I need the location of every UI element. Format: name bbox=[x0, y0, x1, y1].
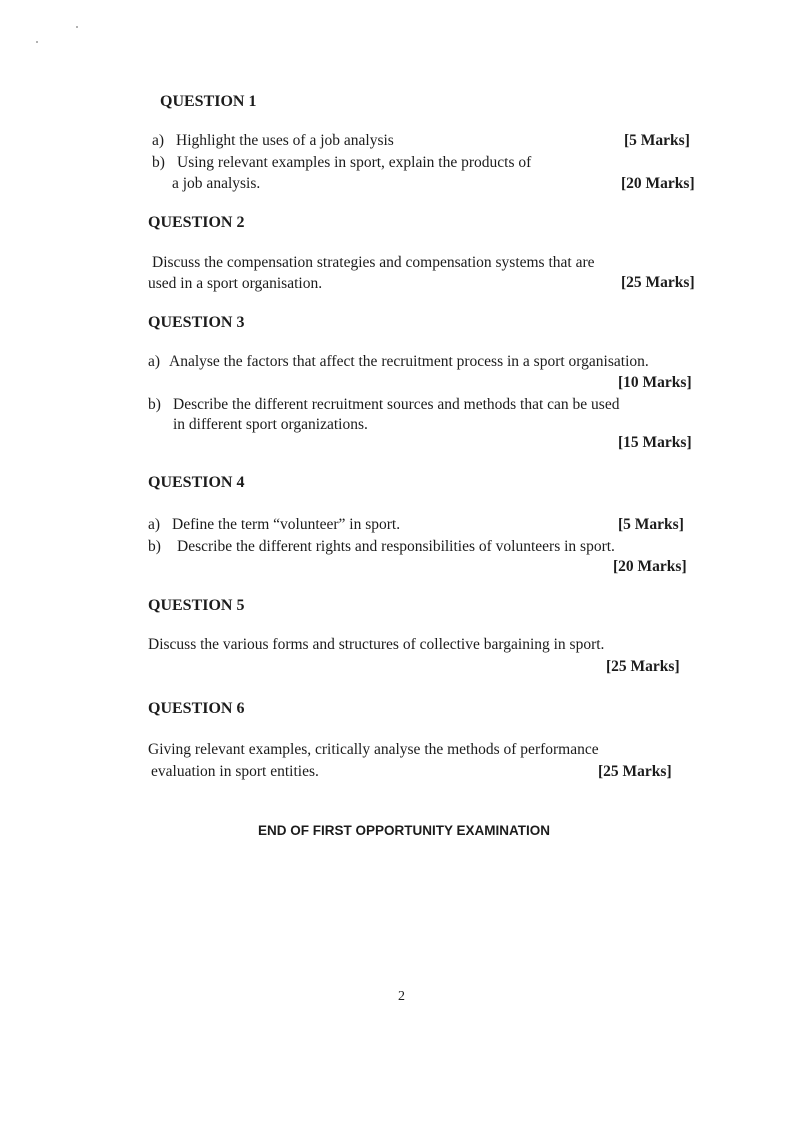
question-2-title: QUESTION 2 bbox=[148, 214, 245, 231]
page-number: 2 bbox=[398, 989, 405, 1004]
q6-line1: Giving relevant examples, critically analyse the methods of performance bbox=[148, 741, 599, 758]
q2-marks: [25 Marks] bbox=[621, 274, 695, 291]
q2-line2: used in a sport organisation. bbox=[148, 275, 323, 292]
question-4-title: QUESTION 4 bbox=[148, 474, 245, 491]
question-6-title: QUESTION 6 bbox=[148, 700, 245, 717]
scan-speck bbox=[76, 26, 78, 28]
q4-a-label: a) bbox=[148, 516, 161, 533]
q1-a-text: Highlight the uses of a job analysis bbox=[176, 132, 394, 149]
q1-a-label: a) bbox=[152, 132, 165, 149]
q1-b-line2: a job analysis. bbox=[172, 175, 261, 192]
q6-line2: evaluation in sport entities. bbox=[151, 763, 319, 780]
q5-line1: Discuss the various forms and structures of collective bargaining in sport. bbox=[148, 636, 605, 653]
q3-b-line1: Describe the different recruitment sources and methods that can be used bbox=[173, 396, 620, 413]
question-1-title: QUESTION 1 bbox=[160, 93, 257, 110]
q1-b-line1: Using relevant examples in sport, explain the products of bbox=[177, 154, 532, 171]
q4-b-text: Describe the different rights and responsibilities of volunteers in sport. bbox=[177, 538, 615, 555]
q1-b-label: b) bbox=[152, 154, 165, 171]
q3-b-line2: in different sport organizations. bbox=[173, 416, 368, 433]
q2-line1: Discuss the compensation strategies and compensation systems that are bbox=[152, 254, 595, 271]
q4-b-marks: [20 Marks] bbox=[613, 558, 687, 575]
q3-a-text: Analyse the factors that affect the recruitment process in a sport organisation. bbox=[169, 353, 649, 370]
q3-b-marks: [15 Marks] bbox=[618, 434, 692, 451]
q4-b-label: b) bbox=[148, 538, 161, 555]
q1-a-marks: [5 Marks] bbox=[624, 132, 690, 149]
end-of-exam-notice: END OF FIRST OPPORTUNITY EXAMINATION bbox=[258, 823, 551, 838]
q4-a-marks: [5 Marks] bbox=[618, 516, 684, 533]
scan-speck bbox=[36, 41, 38, 43]
q5-marks: [25 Marks] bbox=[606, 658, 680, 675]
q3-b-label: b) bbox=[148, 396, 161, 413]
q6-marks: [25 Marks] bbox=[598, 763, 672, 780]
q4-a-text: Define the term “volunteer” in sport. bbox=[172, 516, 401, 533]
question-5-title: QUESTION 5 bbox=[148, 597, 245, 614]
q3-a-label: a) bbox=[148, 353, 161, 370]
question-3-title: QUESTION 3 bbox=[148, 314, 245, 331]
q1-b-marks: [20 Marks] bbox=[621, 175, 695, 192]
q3-a-marks: [10 Marks] bbox=[618, 374, 692, 391]
